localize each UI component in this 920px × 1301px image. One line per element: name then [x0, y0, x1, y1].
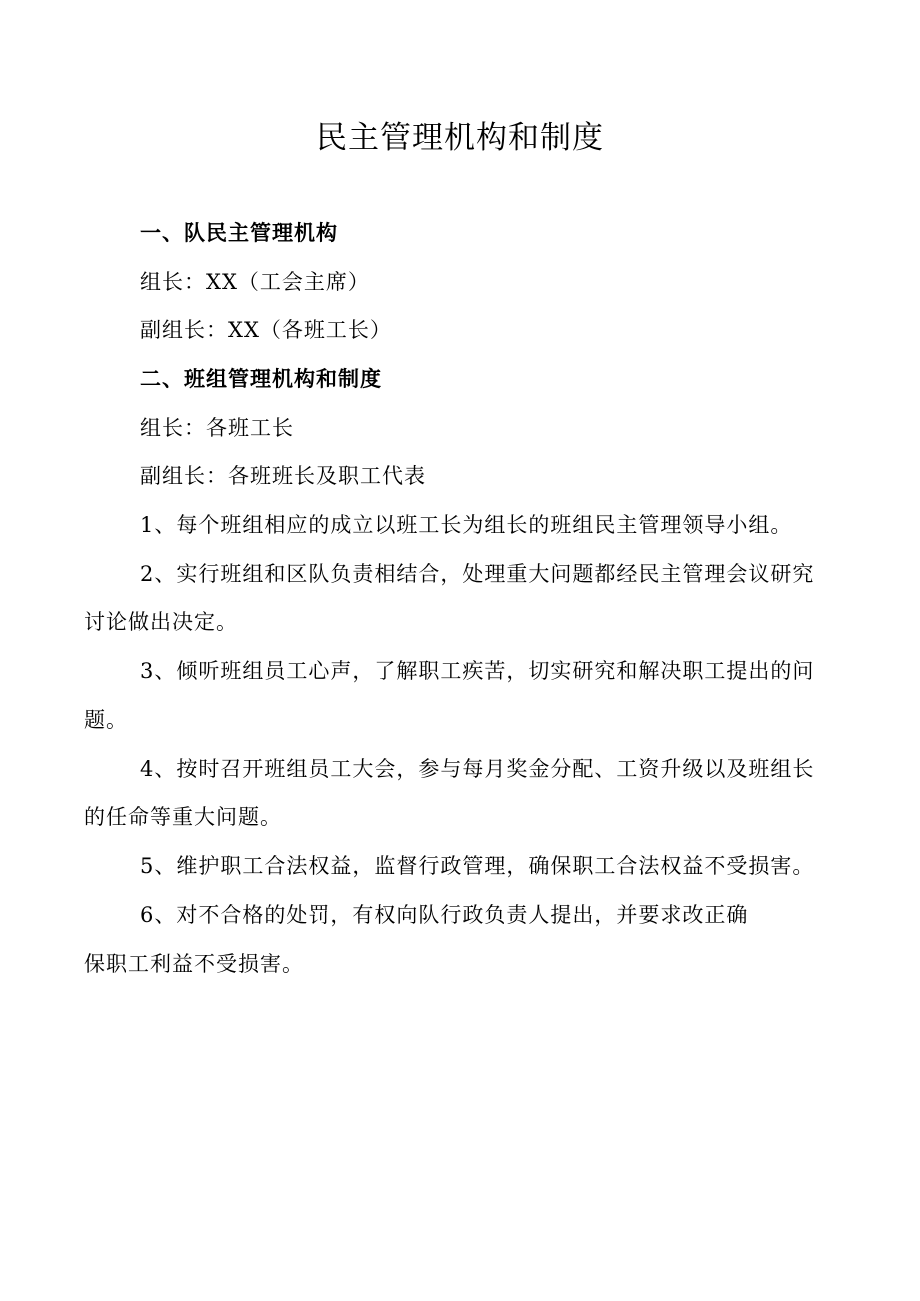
section-2-leader: 组长：各班工长 — [140, 416, 294, 440]
section-1-heading: 一、队民主管理机构 — [140, 220, 338, 245]
rule-6-line-2: 保职工利益不受损害。 — [84, 952, 304, 976]
rule-4-line-1: 4、按时召开班组员工大会，参与每月奖金分配、工资升级以及班组长 — [140, 757, 815, 781]
rule-3-line-1: 3、倾听班组员工心声，了解职工疾苦，切实研究和解决职工提出的问 — [140, 659, 815, 683]
rule-6-line-1: 6、对不合格的处罚，有权向队行政负责人提出，并要求改正确 — [140, 903, 749, 927]
section-1-deputy: 副组长：XX（各班工长） — [140, 318, 392, 342]
section-2-heading: 二、班组管理机构和制度 — [140, 366, 382, 391]
rule-5-line-1: 5、维护职工合法权益，监督行政管理，确保职工合法权益不受损害。 — [140, 854, 815, 878]
rule-2-line-1: 2、实行班组和区队负责相结合，处理重大问题都经民主管理会议研究 — [140, 562, 815, 586]
section-2-deputy: 副组长：各班班长及职工代表 — [140, 464, 426, 488]
rule-3-line-2: 题。 — [84, 708, 128, 732]
rule-1-line-1: 1、每个班组相应的成立以班工长为组长的班组民主管理领导小组。 — [140, 513, 793, 537]
rule-4-line-2: 的任命等重大问题。 — [84, 805, 282, 829]
document-title: 民主管理机构和制度 — [316, 120, 604, 156]
rule-2-line-2: 讨论做出决定。 — [84, 610, 238, 634]
section-1-leader: 组长：XX（工会主席） — [140, 270, 370, 294]
